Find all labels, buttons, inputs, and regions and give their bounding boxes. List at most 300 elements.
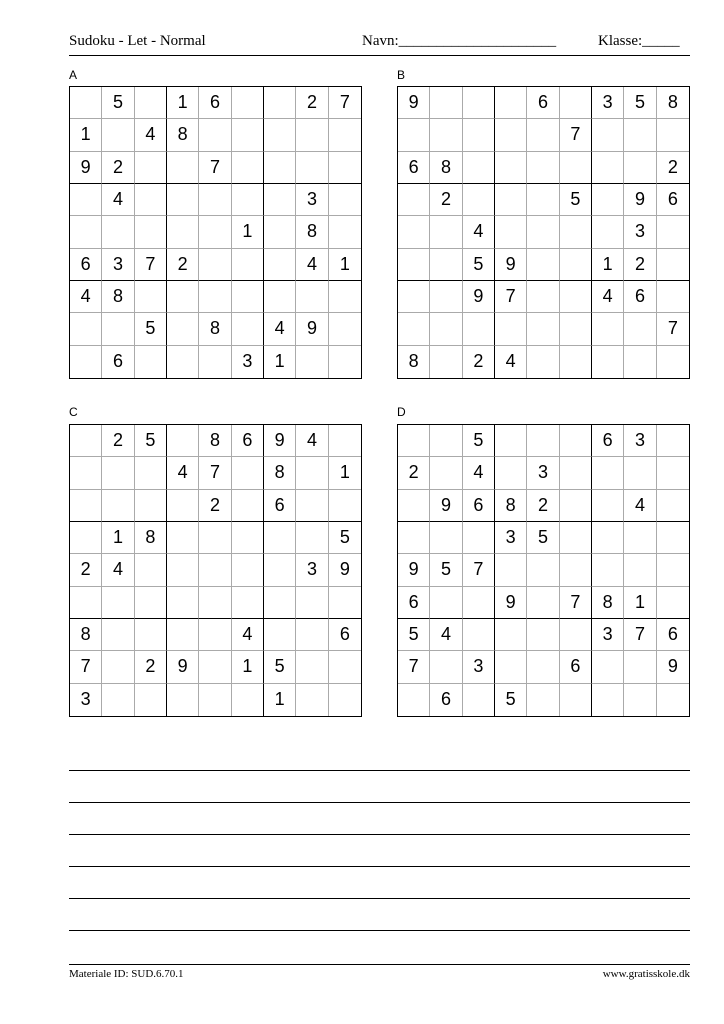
sudoku-cell[interactable]: 6 [102,346,134,378]
sudoku-cell[interactable]: 1 [592,249,624,281]
writing-line[interactable] [69,930,690,931]
sudoku-cell[interactable]: 9 [495,587,527,619]
sudoku-cell[interactable] [199,249,231,281]
sudoku-cell[interactable] [296,522,328,554]
sudoku-cell[interactable] [527,152,559,184]
class-field[interactable]: Klasse:_____ [598,33,680,49]
sudoku-cell[interactable]: 2 [398,457,430,489]
sudoku-cell[interactable] [102,651,134,683]
sudoku-cell[interactable] [329,490,361,522]
sudoku-cell[interactable] [463,313,495,345]
sudoku-cell[interactable] [296,346,328,378]
sudoku-cell[interactable]: 7 [560,119,592,151]
sudoku-cell[interactable] [232,522,264,554]
sudoku-cell[interactable] [657,522,689,554]
sudoku-cell[interactable] [329,651,361,683]
sudoku-cell[interactable] [624,554,656,586]
sudoku-cell[interactable]: 8 [296,216,328,248]
sudoku-cell[interactable] [430,313,462,345]
sudoku-cell[interactable] [624,457,656,489]
sudoku-cell[interactable] [430,425,462,457]
sudoku-cell[interactable]: 4 [135,119,167,151]
sudoku-cell[interactable]: 8 [592,587,624,619]
sudoku-cell[interactable] [167,587,199,619]
sudoku-cell[interactable] [329,346,361,378]
sudoku-cell[interactable]: 3 [296,554,328,586]
sudoku-cell[interactable]: 7 [560,587,592,619]
sudoku-cell[interactable]: 6 [232,425,264,457]
sudoku-cell[interactable] [430,119,462,151]
sudoku-cell[interactable]: 4 [592,281,624,313]
sudoku-cell[interactable] [135,87,167,119]
sudoku-cell[interactable]: 8 [70,619,102,651]
sudoku-cell[interactable]: 3 [296,184,328,216]
sudoku-cell[interactable] [135,281,167,313]
sudoku-cell[interactable] [527,346,559,378]
sudoku-cell[interactable] [70,587,102,619]
sudoku-cell[interactable] [657,490,689,522]
sudoku-cell[interactable]: 5 [560,184,592,216]
sudoku-cell[interactable] [560,87,592,119]
sudoku-cell[interactable]: 2 [199,490,231,522]
sudoku-cell[interactable]: 2 [527,490,559,522]
sudoku-cell[interactable]: 9 [70,152,102,184]
sudoku-cell[interactable] [657,119,689,151]
sudoku-cell[interactable]: 4 [495,346,527,378]
sudoku-cell[interactable] [70,346,102,378]
sudoku-cell[interactable] [527,313,559,345]
sudoku-cell[interactable]: 7 [70,651,102,683]
sudoku-cell[interactable] [102,587,134,619]
sudoku-cell[interactable] [430,457,462,489]
sudoku-cell[interactable]: 3 [527,457,559,489]
sudoku-cell[interactable] [199,651,231,683]
sudoku-cell[interactable] [232,490,264,522]
sudoku-cell[interactable] [657,346,689,378]
sudoku-cell[interactable]: 4 [102,554,134,586]
sudoku-cell[interactable]: 5 [527,522,559,554]
sudoku-cell[interactable]: 9 [624,184,656,216]
sudoku-cell[interactable] [232,152,264,184]
sudoku-cell[interactable]: 2 [102,425,134,457]
sudoku-cell[interactable] [657,457,689,489]
sudoku-cell[interactable] [624,119,656,151]
sudoku-cell[interactable] [398,425,430,457]
sudoku-cell[interactable] [398,684,430,716]
sudoku-cell[interactable] [398,281,430,313]
sudoku-cell[interactable] [232,249,264,281]
sudoku-cell[interactable] [495,554,527,586]
sudoku-cell[interactable] [167,281,199,313]
sudoku-cell[interactable]: 1 [329,457,361,489]
sudoku-cell[interactable]: 9 [264,425,296,457]
sudoku-cell[interactable] [199,216,231,248]
sudoku-cell[interactable] [264,281,296,313]
sudoku-cell[interactable] [495,87,527,119]
sudoku-cell[interactable] [296,119,328,151]
sudoku-cell[interactable] [296,619,328,651]
sudoku-cell[interactable] [592,152,624,184]
sudoku-cell[interactable]: 5 [495,684,527,716]
sudoku-cell[interactable]: 3 [463,651,495,683]
sudoku-cell[interactable] [430,281,462,313]
sudoku-cell[interactable] [592,554,624,586]
sudoku-cell[interactable] [232,554,264,586]
sudoku-cell[interactable] [592,457,624,489]
sudoku-cell[interactable] [657,554,689,586]
sudoku-cell[interactable] [135,684,167,716]
sudoku-cell[interactable]: 4 [624,490,656,522]
sudoku-cell[interactable] [495,119,527,151]
sudoku-cell[interactable]: 4 [296,249,328,281]
sudoku-cell[interactable] [264,249,296,281]
sudoku-cell[interactable] [560,684,592,716]
sudoku-cell[interactable] [135,457,167,489]
sudoku-cell[interactable] [264,522,296,554]
sudoku-cell[interactable]: 8 [199,425,231,457]
sudoku-cell[interactable] [560,554,592,586]
sudoku-cell[interactable] [495,216,527,248]
sudoku-cell[interactable] [560,457,592,489]
sudoku-cell[interactable] [329,684,361,716]
sudoku-cell[interactable] [527,216,559,248]
website-link[interactable]: www.gratisskole.dk [602,968,690,980]
sudoku-cell[interactable] [398,490,430,522]
sudoku-cell[interactable] [592,346,624,378]
sudoku-cell[interactable] [624,152,656,184]
sudoku-cell[interactable]: 9 [167,651,199,683]
sudoku-cell[interactable] [398,119,430,151]
sudoku-cell[interactable] [495,651,527,683]
sudoku-cell[interactable] [495,619,527,651]
sudoku-cell[interactable] [329,313,361,345]
sudoku-cell[interactable] [527,684,559,716]
sudoku-cell[interactable] [167,346,199,378]
sudoku-cell[interactable]: 7 [463,554,495,586]
sudoku-cell[interactable] [430,346,462,378]
sudoku-cell[interactable]: 1 [329,249,361,281]
sudoku-cell[interactable] [560,152,592,184]
sudoku-cell[interactable] [463,522,495,554]
sudoku-cell[interactable]: 2 [70,554,102,586]
sudoku-cell[interactable] [199,619,231,651]
sudoku-cell[interactable]: 9 [657,651,689,683]
sudoku-cell[interactable] [560,281,592,313]
sudoku-cell[interactable]: 4 [264,313,296,345]
sudoku-cell[interactable] [495,184,527,216]
sudoku-cell[interactable] [102,490,134,522]
sudoku-cell[interactable] [264,554,296,586]
writing-line[interactable] [69,866,690,867]
sudoku-cell[interactable] [199,119,231,151]
sudoku-cell[interactable]: 9 [296,313,328,345]
sudoku-cell[interactable]: 8 [102,281,134,313]
sudoku-cell[interactable]: 5 [624,87,656,119]
sudoku-cell[interactable] [657,587,689,619]
writing-line[interactable] [69,898,690,899]
sudoku-cell[interactable]: 5 [463,249,495,281]
sudoku-cell[interactable] [167,684,199,716]
sudoku-cell[interactable] [264,152,296,184]
sudoku-cell[interactable] [135,619,167,651]
sudoku-cell[interactable]: 6 [592,425,624,457]
sudoku-cell[interactable] [495,152,527,184]
sudoku-cell[interactable] [70,490,102,522]
sudoku-cell[interactable]: 4 [463,216,495,248]
sudoku-cell[interactable] [560,619,592,651]
sudoku-cell[interactable] [232,684,264,716]
sudoku-cell[interactable]: 1 [232,216,264,248]
sudoku-cell[interactable] [232,119,264,151]
sudoku-cell[interactable] [398,216,430,248]
sudoku-cell[interactable]: 9 [329,554,361,586]
sudoku-cell[interactable]: 7 [657,313,689,345]
sudoku-cell[interactable]: 7 [495,281,527,313]
sudoku-cell[interactable] [167,152,199,184]
sudoku-cell[interactable]: 5 [135,425,167,457]
sudoku-cell[interactable] [199,684,231,716]
sudoku-cell[interactable] [70,216,102,248]
sudoku-cell[interactable]: 9 [398,554,430,586]
sudoku-cell[interactable] [232,313,264,345]
sudoku-cell[interactable]: 7 [624,619,656,651]
sudoku-cell[interactable] [102,457,134,489]
sudoku-cell[interactable] [463,152,495,184]
sudoku-cell[interactable]: 5 [329,522,361,554]
sudoku-cell[interactable]: 8 [167,119,199,151]
sudoku-cell[interactable]: 3 [624,425,656,457]
sudoku-cell[interactable]: 6 [657,184,689,216]
sudoku-cell[interactable]: 6 [264,490,296,522]
sudoku-cell[interactable]: 3 [592,619,624,651]
sudoku-cell[interactable]: 8 [430,152,462,184]
sudoku-cell[interactable] [624,346,656,378]
sudoku-cell[interactable] [560,490,592,522]
sudoku-cell[interactable] [264,216,296,248]
sudoku-cell[interactable] [264,119,296,151]
sudoku-cell[interactable] [264,619,296,651]
sudoku-cell[interactable] [560,425,592,457]
sudoku-cell[interactable] [592,216,624,248]
sudoku-cell[interactable] [560,216,592,248]
sudoku-cell[interactable]: 9 [430,490,462,522]
sudoku-cell[interactable] [135,184,167,216]
sudoku-cell[interactable]: 8 [495,490,527,522]
sudoku-cell[interactable] [398,522,430,554]
sudoku-cell[interactable] [495,425,527,457]
sudoku-cell[interactable]: 4 [296,425,328,457]
sudoku-cell[interactable] [657,281,689,313]
sudoku-cell[interactable]: 6 [624,281,656,313]
sudoku-cell[interactable] [560,313,592,345]
sudoku-cell[interactable]: 4 [167,457,199,489]
sudoku-cell[interactable] [70,184,102,216]
sudoku-cell[interactable] [199,281,231,313]
sudoku-cell[interactable]: 4 [232,619,264,651]
sudoku-cell[interactable] [167,425,199,457]
sudoku-cell[interactable] [102,684,134,716]
sudoku-cell[interactable] [102,619,134,651]
sudoku-cell[interactable]: 8 [199,313,231,345]
sudoku-cell[interactable] [495,457,527,489]
sudoku-cell[interactable] [560,346,592,378]
sudoku-cell[interactable]: 3 [592,87,624,119]
sudoku-cell[interactable]: 6 [329,619,361,651]
sudoku-cell[interactable] [527,119,559,151]
sudoku-cell[interactable] [527,249,559,281]
sudoku-cell[interactable] [592,651,624,683]
sudoku-cell[interactable] [135,490,167,522]
sudoku-cell[interactable] [167,490,199,522]
sudoku-cell[interactable]: 3 [102,249,134,281]
sudoku-cell[interactable] [657,684,689,716]
sudoku-cell[interactable]: 2 [102,152,134,184]
sudoku-cell[interactable] [232,184,264,216]
sudoku-cell[interactable] [167,554,199,586]
sudoku-cell[interactable]: 2 [657,152,689,184]
sudoku-cell[interactable] [657,425,689,457]
writing-line[interactable] [69,802,690,803]
sudoku-cell[interactable]: 2 [167,249,199,281]
sudoku-cell[interactable] [167,184,199,216]
sudoku-cell[interactable] [527,425,559,457]
sudoku-cell[interactable] [560,522,592,554]
sudoku-cell[interactable] [199,346,231,378]
sudoku-cell[interactable]: 4 [102,184,134,216]
sudoku-cell[interactable] [264,184,296,216]
sudoku-cell[interactable]: 8 [135,522,167,554]
sudoku-cell[interactable]: 7 [199,152,231,184]
sudoku-cell[interactable] [624,651,656,683]
sudoku-cell[interactable] [592,184,624,216]
sudoku-cell[interactable] [296,684,328,716]
sudoku-cell[interactable] [70,87,102,119]
sudoku-cell[interactable] [527,554,559,586]
sudoku-cell[interactable] [102,119,134,151]
sudoku-cell[interactable] [167,216,199,248]
sudoku-cell[interactable]: 7 [135,249,167,281]
sudoku-cell[interactable] [329,425,361,457]
sudoku-cell[interactable] [199,587,231,619]
sudoku-cell[interactable]: 2 [463,346,495,378]
sudoku-cell[interactable] [463,184,495,216]
sudoku-cell[interactable] [592,522,624,554]
sudoku-cell[interactable]: 4 [463,457,495,489]
sudoku-cell[interactable]: 3 [624,216,656,248]
sudoku-cell[interactable] [329,184,361,216]
sudoku-cell[interactable] [430,522,462,554]
sudoku-cell[interactable]: 6 [398,587,430,619]
sudoku-cell[interactable]: 5 [398,619,430,651]
sudoku-cell[interactable] [232,281,264,313]
sudoku-cell[interactable] [430,249,462,281]
sudoku-cell[interactable]: 6 [463,490,495,522]
sudoku-cell[interactable] [296,457,328,489]
sudoku-cell[interactable]: 6 [527,87,559,119]
sudoku-cell[interactable] [592,313,624,345]
sudoku-cell[interactable] [624,522,656,554]
writing-line[interactable] [69,834,690,835]
sudoku-cell[interactable] [527,184,559,216]
sudoku-cell[interactable]: 6 [70,249,102,281]
sudoku-cell[interactable] [329,216,361,248]
sudoku-cell[interactable] [329,281,361,313]
sudoku-cell[interactable] [167,522,199,554]
sudoku-cell[interactable]: 5 [102,87,134,119]
sudoku-cell[interactable] [296,587,328,619]
sudoku-cell[interactable]: 6 [398,152,430,184]
sudoku-cell[interactable] [592,684,624,716]
sudoku-cell[interactable] [135,152,167,184]
sudoku-cell[interactable]: 6 [430,684,462,716]
sudoku-cell[interactable]: 3 [495,522,527,554]
sudoku-cell[interactable]: 2 [624,249,656,281]
sudoku-cell[interactable] [232,587,264,619]
sudoku-cell[interactable] [398,313,430,345]
sudoku-cell[interactable] [102,216,134,248]
sudoku-cell[interactable]: 7 [398,651,430,683]
sudoku-cell[interactable] [398,249,430,281]
sudoku-cell[interactable] [527,619,559,651]
sudoku-cell[interactable] [463,684,495,716]
sudoku-cell[interactable]: 4 [430,619,462,651]
sudoku-cell[interactable] [70,425,102,457]
sudoku-cell[interactable]: 8 [398,346,430,378]
sudoku-cell[interactable] [463,119,495,151]
sudoku-cell[interactable] [463,619,495,651]
sudoku-cell[interactable]: 1 [264,684,296,716]
sudoku-cell[interactable] [329,152,361,184]
sudoku-cell[interactable] [232,457,264,489]
sudoku-cell[interactable]: 1 [102,522,134,554]
sudoku-cell[interactable] [70,522,102,554]
sudoku-cell[interactable]: 1 [232,651,264,683]
sudoku-cell[interactable]: 2 [430,184,462,216]
sudoku-cell[interactable]: 9 [463,281,495,313]
sudoku-cell[interactable] [463,587,495,619]
sudoku-cell[interactable]: 7 [329,87,361,119]
sudoku-cell[interactable]: 6 [560,651,592,683]
sudoku-cell[interactable]: 6 [657,619,689,651]
sudoku-cell[interactable] [527,281,559,313]
sudoku-cell[interactable] [199,554,231,586]
sudoku-cell[interactable] [495,313,527,345]
writing-line[interactable] [69,770,690,771]
sudoku-cell[interactable] [624,313,656,345]
sudoku-cell[interactable]: 5 [430,554,462,586]
sudoku-cell[interactable] [329,119,361,151]
sudoku-cell[interactable] [296,152,328,184]
sudoku-cell[interactable] [398,184,430,216]
sudoku-cell[interactable]: 7 [199,457,231,489]
sudoku-cell[interactable] [657,249,689,281]
sudoku-cell[interactable] [430,216,462,248]
sudoku-cell[interactable] [264,87,296,119]
sudoku-cell[interactable] [657,216,689,248]
sudoku-cell[interactable] [199,522,231,554]
sudoku-cell[interactable]: 1 [624,587,656,619]
sudoku-cell[interactable]: 1 [264,346,296,378]
sudoku-cell[interactable] [232,87,264,119]
sudoku-cell[interactable]: 2 [135,651,167,683]
sudoku-cell[interactable] [70,313,102,345]
sudoku-cell[interactable] [167,313,199,345]
name-field[interactable]: Navn:_____________________ [362,33,557,49]
sudoku-cell[interactable]: 8 [657,87,689,119]
sudoku-cell[interactable] [199,184,231,216]
sudoku-cell[interactable]: 5 [135,313,167,345]
sudoku-cell[interactable]: 5 [264,651,296,683]
